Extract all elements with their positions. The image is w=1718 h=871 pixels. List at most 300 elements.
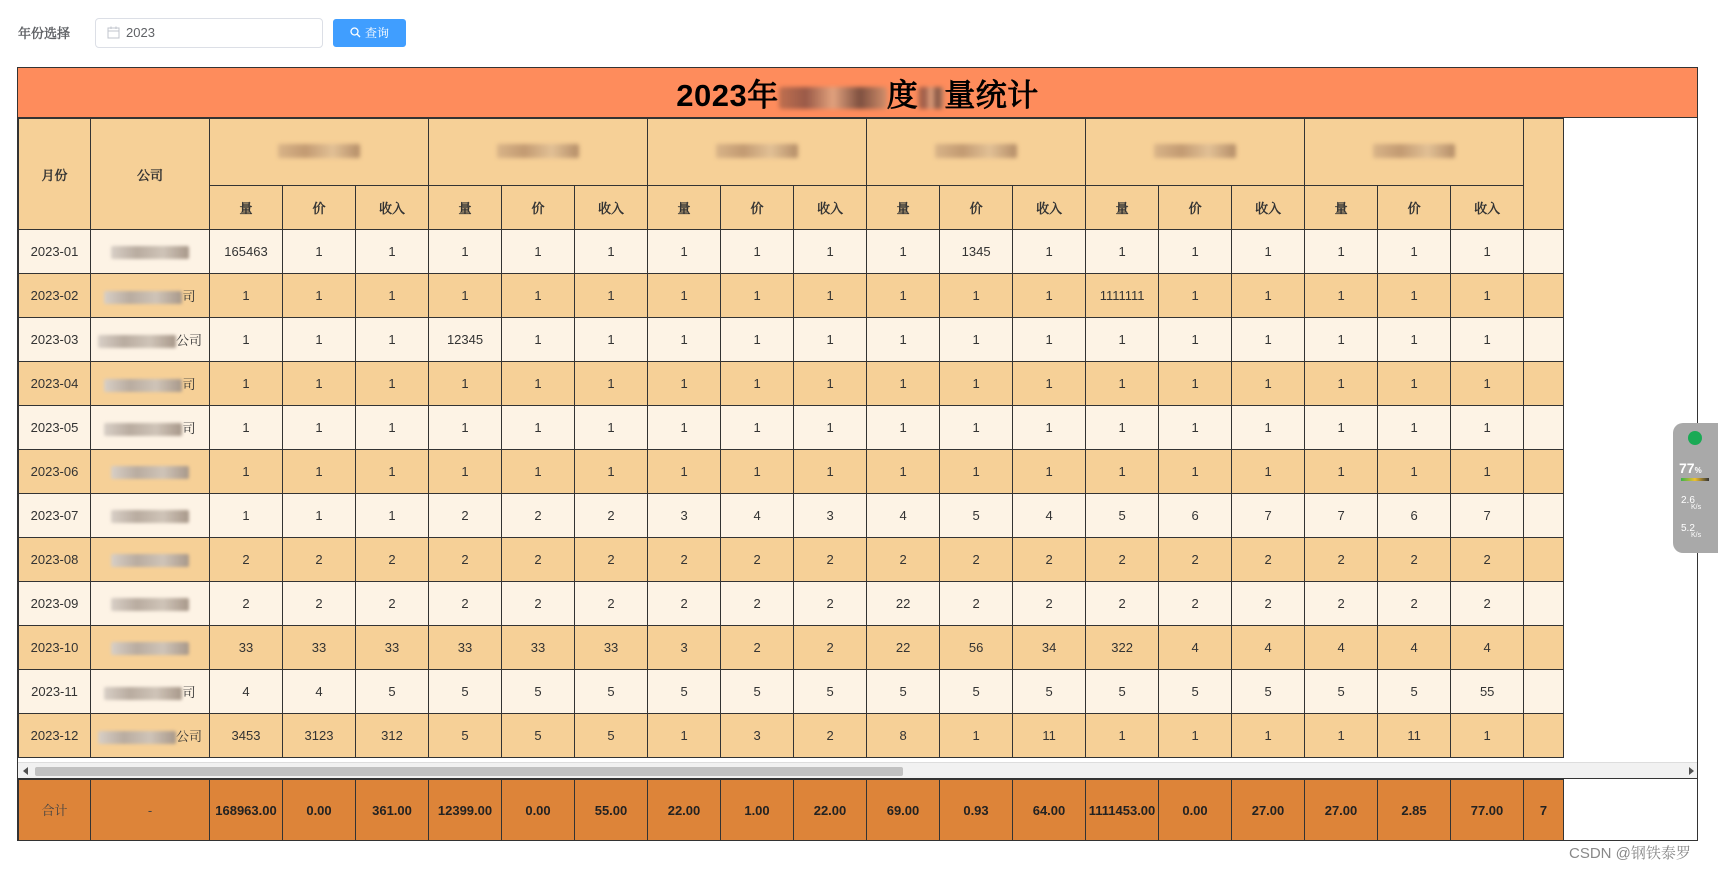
value-cell: 1 bbox=[648, 714, 721, 758]
month-cell: 2023-10 bbox=[19, 626, 91, 670]
value-cell: 1 bbox=[1378, 318, 1451, 362]
value-cell: 1 bbox=[283, 318, 356, 362]
value-cell: 1 bbox=[1305, 406, 1378, 450]
value-cell: 2 bbox=[283, 538, 356, 582]
value-cell: 1 bbox=[940, 406, 1013, 450]
value-cell: 2 bbox=[429, 582, 502, 626]
value-cell: 1 bbox=[867, 230, 940, 274]
download-unit: K/s bbox=[1691, 532, 1702, 539]
value-cell: 4 bbox=[1013, 494, 1086, 538]
value-cell: 1 bbox=[1013, 318, 1086, 362]
total-value-cell: 0.00 bbox=[1159, 780, 1232, 842]
value-cell: 22 bbox=[867, 582, 940, 626]
report-title-suffix: 量统计 bbox=[944, 78, 1039, 113]
redacted-company-name bbox=[104, 379, 182, 392]
value-cell: 1 bbox=[1159, 714, 1232, 758]
cpu-percent bbox=[1679, 460, 1702, 476]
product-group-header bbox=[210, 119, 429, 186]
value-cell: 1 bbox=[1086, 362, 1159, 406]
value-cell: 1 bbox=[1086, 450, 1159, 494]
value-cell: 2 bbox=[1451, 582, 1524, 626]
value-cell: 2 bbox=[794, 714, 867, 758]
value-cell: 1 bbox=[502, 406, 575, 450]
total-value-cell: 1.00 bbox=[721, 780, 794, 842]
value-cell: 2 bbox=[1013, 582, 1086, 626]
value-cell: 1 bbox=[940, 450, 1013, 494]
value-cell: 1 bbox=[1378, 362, 1451, 406]
redacted-title-segment bbox=[918, 87, 944, 109]
value-cell: 1 bbox=[210, 318, 283, 362]
redacted-product-name bbox=[716, 144, 798, 158]
total-value-cell: 69.00 bbox=[867, 780, 940, 842]
value-cell: 5 bbox=[1159, 670, 1232, 714]
total-value-cell: 361.00 bbox=[356, 780, 429, 842]
total-value-cell: 168963.00 bbox=[210, 780, 283, 842]
value-cell: 1 bbox=[794, 362, 867, 406]
table-row bbox=[19, 670, 1564, 714]
table-row bbox=[19, 406, 1564, 450]
year-select-label: 年份选择 bbox=[18, 26, 71, 41]
value-cell: 3 bbox=[648, 626, 721, 670]
value-cell: 2 bbox=[721, 582, 794, 626]
value-cell: 1 bbox=[283, 274, 356, 318]
sub-column-header: 收入 bbox=[1232, 186, 1305, 230]
scroll-right-arrow-icon[interactable] bbox=[1689, 767, 1694, 775]
redacted-company-name bbox=[104, 423, 182, 436]
value-cell: 1 bbox=[356, 450, 429, 494]
value-cell: 5 bbox=[1232, 670, 1305, 714]
value-cell: 2 bbox=[502, 494, 575, 538]
value-cell: 1 bbox=[867, 406, 940, 450]
total-value-cell: 2.85 bbox=[1378, 780, 1451, 842]
table-row bbox=[19, 230, 1564, 274]
value-cell: 2 bbox=[1232, 538, 1305, 582]
value-cell: 33 bbox=[356, 626, 429, 670]
month-cell: 2023-05 bbox=[19, 406, 91, 450]
value-cell: 1 bbox=[429, 230, 502, 274]
total-value-cell: 12399.00 bbox=[429, 780, 502, 842]
value-cell: 5 bbox=[575, 714, 648, 758]
value-cell: 11 bbox=[1013, 714, 1086, 758]
value-cell: 2 bbox=[502, 538, 575, 582]
download-speed-value: 5.2 bbox=[1681, 523, 1695, 534]
total-value-cell: 22.00 bbox=[794, 780, 867, 842]
value-cell: 1 bbox=[794, 450, 867, 494]
total-value-cell: 7 bbox=[1524, 780, 1564, 842]
value-cell: 4 bbox=[867, 494, 940, 538]
sub-column-header: 量 bbox=[648, 186, 721, 230]
value-cell: 4 bbox=[283, 670, 356, 714]
total-value-cell: 27.00 bbox=[1232, 780, 1305, 842]
value-cell: 2 bbox=[429, 538, 502, 582]
cpu-percent-unit: % bbox=[1694, 466, 1702, 475]
value-cell: 1 bbox=[1451, 274, 1524, 318]
total-value-cell: 0.93 bbox=[940, 780, 1013, 842]
value-cell: 2 bbox=[794, 626, 867, 670]
overflow-cell bbox=[1524, 626, 1564, 670]
value-cell: 1 bbox=[429, 274, 502, 318]
value-cell: 1 bbox=[1451, 362, 1524, 406]
sub-column-header: 量 bbox=[210, 186, 283, 230]
value-cell: 1 bbox=[721, 362, 794, 406]
company-suffix: 公司 bbox=[175, 729, 202, 744]
value-cell: 1 bbox=[1451, 318, 1524, 362]
value-cell: 5 bbox=[648, 670, 721, 714]
sub-column-header: 量 bbox=[429, 186, 502, 230]
company-suffix: 司 bbox=[182, 421, 196, 436]
value-cell: 5 bbox=[429, 714, 502, 758]
totals-table bbox=[18, 779, 1564, 841]
overflow-cell bbox=[1524, 230, 1564, 274]
month-cell: 2023-11 bbox=[19, 670, 91, 714]
company-cell bbox=[91, 230, 210, 274]
overflow-column-header bbox=[1524, 119, 1564, 230]
value-cell: 322 bbox=[1086, 626, 1159, 670]
value-cell: 1 bbox=[429, 406, 502, 450]
table-row bbox=[19, 538, 1564, 582]
value-cell: 1 bbox=[721, 274, 794, 318]
value-cell: 4 bbox=[1378, 626, 1451, 670]
horizontal-scrollbar[interactable] bbox=[18, 762, 1698, 779]
overflow-cell bbox=[1524, 494, 1564, 538]
company-cell bbox=[91, 494, 210, 538]
sub-column-header: 价 bbox=[721, 186, 794, 230]
value-cell: 1 bbox=[1232, 450, 1305, 494]
value-cell: 1 bbox=[283, 494, 356, 538]
report-table bbox=[18, 118, 1564, 758]
month-cell: 2023-01 bbox=[19, 230, 91, 274]
overflow-cell bbox=[1524, 670, 1564, 714]
value-cell: 1 bbox=[1305, 714, 1378, 758]
value-cell: 1 bbox=[502, 362, 575, 406]
sub-column-header: 价 bbox=[283, 186, 356, 230]
company-cell bbox=[91, 714, 210, 758]
value-cell: 2 bbox=[502, 582, 575, 626]
value-cell: 5 bbox=[1086, 494, 1159, 538]
company-cell bbox=[91, 582, 210, 626]
value-cell: 1 bbox=[940, 714, 1013, 758]
value-cell: 1 bbox=[648, 450, 721, 494]
calendar-icon bbox=[107, 26, 120, 39]
company-cell bbox=[91, 626, 210, 670]
value-cell: 2 bbox=[1232, 582, 1305, 626]
value-cell: 1 bbox=[502, 318, 575, 362]
redacted-product-name bbox=[1373, 144, 1455, 158]
month-cell: 2023-02 bbox=[19, 274, 91, 318]
value-cell: 1 bbox=[1013, 362, 1086, 406]
value-cell: 1 bbox=[210, 494, 283, 538]
value-cell: 1 bbox=[210, 362, 283, 406]
value-cell: 1 bbox=[867, 274, 940, 318]
overflow-cell bbox=[1524, 714, 1564, 758]
value-cell: 5 bbox=[502, 670, 575, 714]
overflow-cell bbox=[1524, 538, 1564, 582]
value-cell: 5 bbox=[1305, 670, 1378, 714]
value-cell: 5 bbox=[1013, 670, 1086, 714]
value-cell: 1 bbox=[940, 274, 1013, 318]
redacted-company-name bbox=[98, 335, 176, 348]
value-cell: 56 bbox=[940, 626, 1013, 670]
value-cell: 1 bbox=[1159, 362, 1232, 406]
value-cell: 1 bbox=[721, 450, 794, 494]
value-cell: 2 bbox=[356, 538, 429, 582]
value-cell: 1 bbox=[1378, 450, 1451, 494]
month-cell: 2023-07 bbox=[19, 494, 91, 538]
network-monitor-widget[interactable] bbox=[1673, 423, 1718, 553]
value-cell: 1 bbox=[1013, 274, 1086, 318]
value-cell: 2 bbox=[575, 582, 648, 626]
value-cell: 5 bbox=[867, 670, 940, 714]
value-cell: 1 bbox=[1086, 230, 1159, 274]
download-speed bbox=[1681, 523, 1701, 539]
value-cell: 5 bbox=[721, 670, 794, 714]
total-value-cell: 64.00 bbox=[1013, 780, 1086, 842]
sub-column-header: 收入 bbox=[1451, 186, 1524, 230]
value-cell: 1 bbox=[356, 318, 429, 362]
redacted-company-name bbox=[111, 246, 189, 259]
table-row bbox=[19, 582, 1564, 626]
value-cell: 1 bbox=[1305, 362, 1378, 406]
value-cell: 1 bbox=[1232, 406, 1305, 450]
csdn-watermark: CSDN @钢铁泰罗 bbox=[1569, 845, 1691, 862]
company-cell bbox=[91, 670, 210, 714]
product-group-header bbox=[867, 119, 1086, 186]
report-title-year: 2023年 bbox=[676, 78, 779, 113]
redacted-product-name bbox=[1154, 144, 1236, 158]
value-cell: 1 bbox=[1159, 406, 1232, 450]
value-cell: 1 bbox=[1305, 450, 1378, 494]
value-cell: 2 bbox=[210, 538, 283, 582]
redacted-company-name bbox=[104, 687, 182, 700]
table-row bbox=[19, 714, 1564, 758]
month-cell: 2023-04 bbox=[19, 362, 91, 406]
value-cell: 1 bbox=[1013, 406, 1086, 450]
value-cell: 7 bbox=[1232, 494, 1305, 538]
value-cell: 22 bbox=[867, 626, 940, 670]
sub-column-header: 收入 bbox=[356, 186, 429, 230]
month-cell: 2023-06 bbox=[19, 450, 91, 494]
value-cell: 2 bbox=[1086, 538, 1159, 582]
report-title bbox=[676, 70, 1038, 115]
value-cell: 5 bbox=[794, 670, 867, 714]
value-cell: 2 bbox=[721, 538, 794, 582]
value-cell: 3453 bbox=[210, 714, 283, 758]
value-cell: 5 bbox=[429, 670, 502, 714]
value-cell: 1 bbox=[794, 274, 867, 318]
redacted-product-name bbox=[497, 144, 579, 158]
table-row bbox=[19, 362, 1564, 406]
value-cell: 1 bbox=[1451, 230, 1524, 274]
value-cell: 2 bbox=[648, 538, 721, 582]
value-cell: 2 bbox=[283, 582, 356, 626]
value-cell: 2 bbox=[867, 538, 940, 582]
value-cell: 1 bbox=[1232, 274, 1305, 318]
report-title-mid: 度 bbox=[886, 78, 919, 113]
value-cell: 1 bbox=[575, 406, 648, 450]
value-cell: 2 bbox=[1378, 538, 1451, 582]
value-cell: 2 bbox=[1086, 582, 1159, 626]
value-cell: 1 bbox=[502, 450, 575, 494]
value-cell: 1 bbox=[1232, 230, 1305, 274]
value-cell: 1 bbox=[429, 450, 502, 494]
value-cell: 1 bbox=[721, 318, 794, 362]
value-cell: 4 bbox=[721, 494, 794, 538]
value-cell: 1 bbox=[210, 406, 283, 450]
value-cell: 2 bbox=[575, 538, 648, 582]
total-value-cell: 1111453.00 bbox=[1086, 780, 1159, 842]
value-cell: 2 bbox=[1305, 582, 1378, 626]
value-cell: 7 bbox=[1305, 494, 1378, 538]
value-cell: 1 bbox=[356, 494, 429, 538]
scroll-left-arrow-icon[interactable] bbox=[23, 767, 28, 775]
value-cell: 2 bbox=[940, 538, 1013, 582]
totals-footer bbox=[18, 779, 1698, 841]
redacted-company-name bbox=[98, 731, 176, 744]
value-cell: 1 bbox=[1305, 274, 1378, 318]
value-cell: 1 bbox=[575, 230, 648, 274]
value-cell: 2 bbox=[1013, 538, 1086, 582]
value-cell: 4 bbox=[1232, 626, 1305, 670]
sub-column-header: 收入 bbox=[575, 186, 648, 230]
security-check-icon bbox=[1688, 431, 1702, 445]
value-cell: 1 bbox=[1159, 318, 1232, 362]
value-cell: 1 bbox=[1378, 274, 1451, 318]
value-cell: 1 bbox=[1159, 274, 1232, 318]
value-cell: 1 bbox=[1086, 318, 1159, 362]
upload-speed bbox=[1681, 495, 1701, 511]
month-cell: 2023-12 bbox=[19, 714, 91, 758]
year-picker-input[interactable] bbox=[95, 18, 323, 48]
value-cell: 2 bbox=[794, 582, 867, 626]
value-cell: 5 bbox=[1086, 670, 1159, 714]
upload-speed-value: 2.6 bbox=[1681, 495, 1695, 506]
product-group-header bbox=[648, 119, 867, 186]
table-row bbox=[19, 450, 1564, 494]
value-cell: 1 bbox=[794, 406, 867, 450]
report-table-scroll[interactable] bbox=[18, 118, 1698, 762]
product-group-header bbox=[1305, 119, 1524, 186]
value-cell: 1 bbox=[1378, 406, 1451, 450]
value-cell: 1 bbox=[721, 406, 794, 450]
redacted-company-name bbox=[111, 598, 189, 611]
value-cell: 1 bbox=[940, 318, 1013, 362]
redacted-company-name bbox=[111, 554, 189, 567]
value-cell: 1 bbox=[648, 230, 721, 274]
value-cell: 1 bbox=[575, 362, 648, 406]
sub-column-header: 收入 bbox=[794, 186, 867, 230]
value-cell: 1 bbox=[356, 274, 429, 318]
overflow-cell bbox=[1524, 362, 1564, 406]
value-cell: 3 bbox=[794, 494, 867, 538]
query-button-label: 查询 bbox=[364, 26, 389, 40]
redacted-company-name bbox=[111, 642, 189, 655]
report-title-bar bbox=[18, 68, 1697, 118]
sub-column-header: 收入 bbox=[1013, 186, 1086, 230]
redacted-title-segment bbox=[779, 87, 887, 109]
total-value-cell: 77.00 bbox=[1451, 780, 1524, 842]
company-cell bbox=[91, 318, 210, 362]
value-cell: 2 bbox=[210, 582, 283, 626]
value-cell: 1 bbox=[940, 362, 1013, 406]
company-column-header: 公司 bbox=[91, 119, 210, 230]
value-cell: 33 bbox=[575, 626, 648, 670]
value-cell: 1 bbox=[502, 230, 575, 274]
value-cell: 1 bbox=[575, 274, 648, 318]
value-cell: 1 bbox=[648, 362, 721, 406]
value-cell: 2 bbox=[575, 494, 648, 538]
value-cell: 1 bbox=[210, 274, 283, 318]
table-row bbox=[19, 626, 1564, 670]
table-row bbox=[19, 318, 1564, 362]
sub-column-header: 价 bbox=[502, 186, 575, 230]
value-cell: 33 bbox=[502, 626, 575, 670]
value-cell: 55 bbox=[1451, 670, 1524, 714]
value-cell: 2 bbox=[1378, 582, 1451, 626]
value-cell: 2 bbox=[356, 582, 429, 626]
company-suffix: 司 bbox=[182, 289, 196, 304]
month-cell: 2023-08 bbox=[19, 538, 91, 582]
value-cell: 1 bbox=[1013, 230, 1086, 274]
value-cell: 33 bbox=[283, 626, 356, 670]
value-cell: 1 bbox=[1451, 406, 1524, 450]
value-cell: 5 bbox=[940, 670, 1013, 714]
totals-company: - bbox=[91, 780, 210, 842]
value-cell: 1 bbox=[1159, 230, 1232, 274]
value-cell: 2 bbox=[721, 626, 794, 670]
value-cell: 1 bbox=[283, 450, 356, 494]
value-cell: 3 bbox=[648, 494, 721, 538]
value-cell: 1 bbox=[721, 230, 794, 274]
product-group-header bbox=[429, 119, 648, 186]
company-suffix: 公司 bbox=[175, 333, 202, 348]
year-picker-value: 2023 bbox=[126, 25, 155, 40]
overflow-cell bbox=[1524, 450, 1564, 494]
value-cell: 1 bbox=[502, 274, 575, 318]
value-cell: 4 bbox=[210, 670, 283, 714]
company-suffix: 司 bbox=[182, 377, 196, 392]
value-cell: 1 bbox=[648, 406, 721, 450]
value-cell: 6 bbox=[1378, 494, 1451, 538]
value-cell: 2 bbox=[1159, 538, 1232, 582]
sub-column-header: 量 bbox=[867, 186, 940, 230]
value-cell: 5 bbox=[940, 494, 1013, 538]
value-cell: 7 bbox=[1451, 494, 1524, 538]
value-cell: 1 bbox=[283, 362, 356, 406]
value-cell: 34 bbox=[1013, 626, 1086, 670]
value-cell: 1 bbox=[867, 362, 940, 406]
value-cell: 1 bbox=[1451, 450, 1524, 494]
value-cell: 2 bbox=[648, 582, 721, 626]
company-suffix: 司 bbox=[182, 685, 196, 700]
scrollbar-thumb[interactable] bbox=[35, 767, 903, 776]
value-cell: 5 bbox=[356, 670, 429, 714]
query-button[interactable] bbox=[333, 19, 406, 47]
value-cell: 33 bbox=[429, 626, 502, 670]
cpu-percent-value: 77 bbox=[1679, 460, 1695, 476]
value-cell: 2 bbox=[1305, 538, 1378, 582]
value-cell: 1 bbox=[1232, 362, 1305, 406]
sub-column-header: 量 bbox=[1086, 186, 1159, 230]
value-cell: 1 bbox=[1232, 318, 1305, 362]
value-cell: 1111111 bbox=[1086, 274, 1159, 318]
report-frame bbox=[17, 67, 1698, 841]
value-cell: 1 bbox=[648, 274, 721, 318]
value-cell: 2 bbox=[1159, 582, 1232, 626]
company-cell bbox=[91, 406, 210, 450]
value-cell: 1 bbox=[283, 230, 356, 274]
redacted-product-name bbox=[935, 144, 1017, 158]
company-cell bbox=[91, 362, 210, 406]
